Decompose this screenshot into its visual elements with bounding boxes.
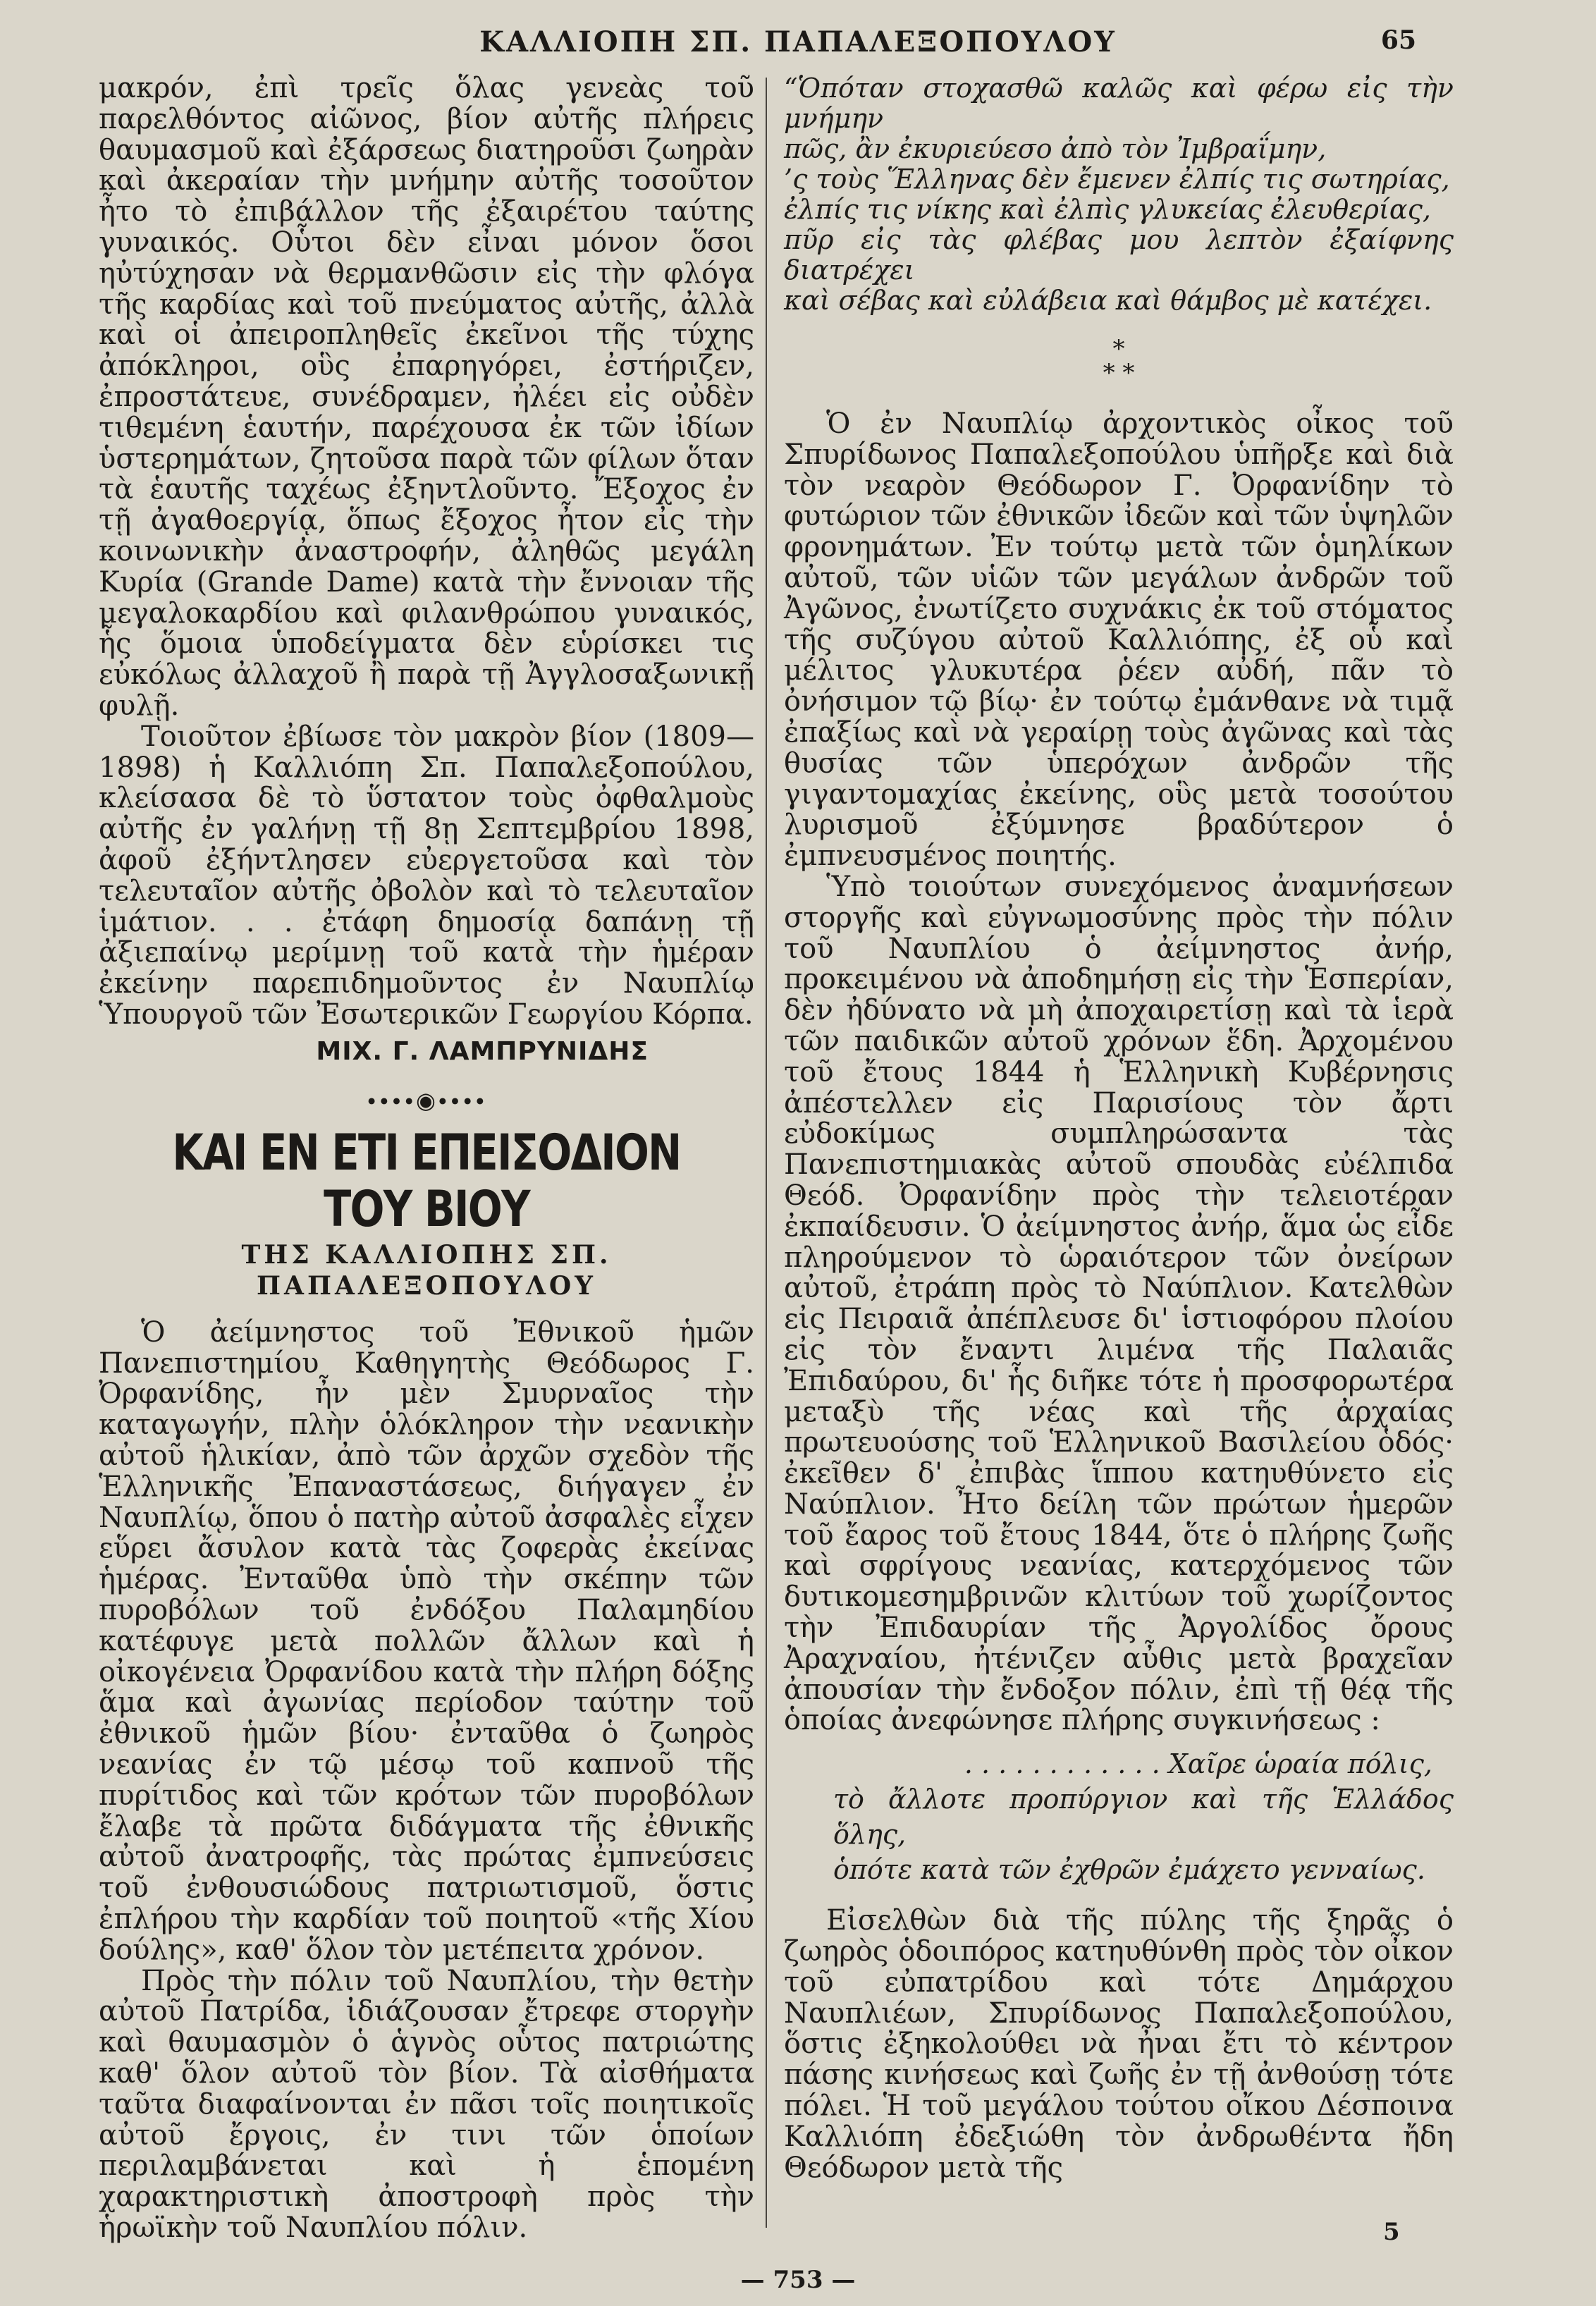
section-break — [784, 337, 1454, 385]
page-number: 65 — [1380, 25, 1416, 55]
asterisk-top: * — [1112, 335, 1125, 363]
verse-line: . . . . . . . . . . . . Χαῖρε ὡραία πόλις, — [964, 1748, 1432, 1780]
left-column — [99, 73, 754, 2244]
poem-line: ’ς τοὺς Ἕλληνας δὲν ἔμενεν ἐλπίς τις σωτηρίας, — [784, 164, 1450, 195]
article-paragraph: Πρὸς τὴν πόλιν τοῦ Ναυπλίου, τὴν θετὴν αὐτοῦ Πατρίδα, ἰδιάζουσαν ἔτρεφε στοργὴν καὶ θαυμασμὸν ὁ ἁγνὸς οὗτος πατριώτης καθ' ὅλον αὐτοῦ τὸν βίον. Τὰ αἰσθήματα ταῦτα διαφαίνονται ἐν πᾶσι τοῖς ποιητικοῖς αὐτοῦ ἔργοις, ἐν τινι τῶν ὁποίων περιλαμβάνεται καὶ ἡ ἑπομένη χαρακτηριστικὴ ἀποστροφὴ πρὸς τὴν ἡρωϊκὴν τοῦ Ναυπλίου πόλιν. — [99, 1964, 754, 2244]
signature-mark: 5 — [1383, 2218, 1400, 2246]
ornament-divider: ∙∙∙∙◉∙∙∙∙ — [366, 1086, 487, 1114]
verse-line: ὁπότε κατὰ τῶν ἐχθρῶν ἐμάχετο γενναίως. — [833, 1854, 1425, 1886]
obituary-paragraph: Τοιοῦτον ἐβίωσε τὸν μακρὸν βίον (1809—1898) ἡ Καλλιόπη Σπ. Παπαλεξοπούλου, κλείσασα δὲ τὸ ὕστατον τοὺς ὀφθαλμοὺς αὐτῆς ἐν γαλήνῃ τῇ 8ῃ Σεπτεμβρίου 1898, ἀφοῦ ἐξήντλησεν εὐεργετοῦσα καὶ τὸν τελευταῖον αὐτῆς ὀβολὸν καὶ τὸ τελευταῖον ἱμάτιον. . . ἐτάφη δημοσίᾳ δαπάνῃ τῇ ἀξιεπαίνῳ μερίμνῃ τοῦ κατὰ τὴν ἡμέραν ἐκείνην παρεπιδημοῦντος ἐν Ναυπλίῳ Ὑπουργοῦ τῶν Ἐσωτερικῶν Γεωργίου Κόρπα. — [99, 720, 754, 1031]
article-subtitle: ΤΗΣ ΚΑΛΛΙΟΠΗΣ ΣΠ. ΠΑΠΑΛΕΞΟΠΟΥΛΟΥ — [241, 1240, 612, 1301]
body-paragraph: Εἰσελθὼν διὰ τῆς πύλης τῆς ξηρᾶς ὁ ζωηρὸς ὁδοιπόρος κατηυθύνθη πρὸς τὸν οἶκον τοῦ εὐπατρίδου καὶ τότε Δημάρχου Ναυπλιέων, Σπυρίδωνος Παπαλεξοπούλου, ὅστις ἐξηκολούθει νὰ ἦναι ἔτι τὸ κέντρον πάσης κινήσεως καὶ ζωῆς ἐν τῇ ἀνθούσῃ τότε πόλει. Ἡ τοῦ μεγάλου τούτου οἴκου Δέσποινα Καλλιόπη ἐδεξιώθη τὸν ἀνδρωθέντα ἤδη Θεόδωρον μετὰ τῆς — [784, 1904, 1454, 2184]
author-signature: ΜΙΧ. Γ. ΛΑΜΠΡΥΝΙΔΗΣ — [316, 1036, 649, 1066]
article-title: ΚΑΙ ΕΝ ΕΤΙ ΕΠΕΙΣΟΔΙΟΝ ΤΟΥ ΒΙΟΥ — [172, 1124, 681, 1239]
poem-line: πῶς, ἂν ἐκυριεύεσο ἀπὸ τὸν Ἰμβραΐμην, — [784, 133, 1327, 164]
quoted-verse — [833, 1746, 1454, 1887]
poem-line: πῦρ εἰς τὰς φλέβας μου λεπτὸν ἐξαίφνης διατρέχει — [784, 224, 1454, 286]
poem-line: ἐλπίς τις νίκης καὶ ἐλπὶς γλυκείας ἐλευθερίας, — [784, 194, 1431, 225]
asterisk-bottom: * * — [1103, 359, 1135, 387]
running-header: ΚΑΛΛΙΟΠΗ ΣΠ. ΠΑΠΑΛΕΞΟΠΟΥΛΟΥ — [479, 25, 1117, 59]
footer-page-number: — 753 — — [740, 2266, 856, 2294]
body-paragraph: Ὁ ἐν Ναυπλίῳ ἀρχοντικὸς οἶκος τοῦ Σπυρίδωνος Παπαλεξοπούλου ὑπῆρξε καὶ διὰ τὸν νεαρὸν Θεόδωρον Γ. Ὀρφανίδην τὸ φυτώριον τῶν ἐθνικῶν ἰδεῶν καὶ τῶν ὑψηλῶν φρονημάτων. Ἐν τούτῳ μετὰ τῶν ὁμηλίκων αὐτοῦ, τῶν υἱῶν τῶν μεγάλων ἀνδρῶν τοῦ Ἀγῶνος, ἐνωτίζετο συχνάκις ἐκ τοῦ στόματος τῆς συζύγου αὐτοῦ Καλλιόπης, ἐξ οὗ καὶ μέλιτος γλυκυτέρα ῥέεν αὐδή, πᾶν τὸ ὀνήσιμον τῷ βίῳ· ἐν τούτῳ ἐμάνθανε νὰ τιμᾷ ἐπαξίως καὶ νὰ γεραίρῃ τοὺς ἀγῶνας καὶ τὰς θυσίας τῶν ὑπερόχων ἀνδρῶν τῆς γιγαντομαχίας ἐκείνης, οὓς μετὰ τοσούτου λυρισμοῦ ἐξύμνησε βραδύτερον ὁ ἐμπνευσμένος ποιητής. — [784, 407, 1454, 873]
body-paragraph: Ὑπὸ τοιούτων συνεχόμενος ἀναμνήσεων στοργῆς καὶ εὐγνωμοσύνης πρὸς τὴν πόλιν τοῦ Ναυπλίου ὁ ἀείμνηστος ἀνήρ, προκειμένου νὰ ἀποδημήσῃ εἰς τὴν Ἑσπερίαν, δὲν ἠδύνατο νὰ μὴ ἀποχαιρετίσῃ καὶ τὰ ἱερὰ τῶν παιδικῶν αὐτοῦ χρόνων ἕδη. Ἀρχομένου τοῦ ἔτους 1844 ἡ Ἑλληνικὴ Κυβέρνησις ἀπέστελλεν εἰς Παρισίους τὸν ἄρτι εὐδοκίμως συμπληρώσαντα τὰς Πανεπιστημιακὰς αὐτοῦ σπουδὰς εὐέλπιδα Θεόδ. Ὀρφανίδην πρὸς τὴν τελειοτέραν ἐκπαίδευσιν. Ὁ ἀείμνηστος ἀνήρ, ἅμα ὡς εἶδε πληρούμενον τὸ ὡραιότερον τῶν ὀνείρων αὐτοῦ, ἐτράπη πρὸς τὸ Ναύπλιον. Κατελθὼν εἰς Πειραιᾶ ἀπέπλευσε δι' ἱστιοφόρου πλοίου εἰς τὸν ἔναντι λιμένα τῆς Παλαιᾶς Ἐπιδαύρου, δι' ἧς διῆκε τότε ἡ προσφορωτέρα μεταξὺ τῆς νέας καὶ τῆς ἀρχαίας πρωτευούσης τοῦ Ἑλληνικοῦ Βασιλείου ὁδός· ἐκεῖθεν δ' ἐπιβὰς ἵππου κατηυθύνετο εἰς Ναύπλιον. Ἦτο δείλη τῶν πρώτων ἡμερῶν τοῦ ἔαρος τοῦ ἔτους 1844, ὅτε ὁ πλήρης ζωῆς καὶ σφρίγους νεανίας, κατερχόμενος τῶν δυτικομεσημβρινῶν κλιτύων τοῦ χωρίζοντος τὴν Ἐπιδαυρίαν τῆς Ἀργολίδος ὄρους Ἀραχναίου, ἠτένιζεν αὖθις μετὰ βραχεῖαν ἀπουσίαν τὴν ἔνδοξον πόλιν, ἐπὶ τῇ θέᾳ τῆς ὁποίας ἀνεφώνησε πλήρης συγκινήσεως : — [784, 870, 1454, 1737]
poem-line: καὶ σέβας καὶ εὐλάβεια καὶ θάμβος μὲ κατέχει. — [784, 285, 1432, 316]
right-column — [784, 73, 1454, 2183]
column-rule — [766, 78, 767, 2228]
poem-line: “Ὁπόταν στοχασθῶ καλῶς καὶ φέρω εἰς τὴν μνήμην — [784, 73, 1454, 134]
verse-line: τὸ ἄλλοτε προπύργιον καὶ τῆς Ἑλλάδος ὅλης, — [833, 1784, 1454, 1851]
obituary-paragraph: μακρόν, ἐπὶ τρεῖς ὅλας γενεὰς τοῦ παρελθόντος αἰῶνος, βίον αὐτῆς πλήρεις θαυμασμοῦ καὶ ἐξάρσεως διατηροῦσι ζωηρὰν καὶ ἀκεραίαν τὴν μνήμην αὐτῆς τοσοῦτον ἦτο τὸ ἐπιβάλλον τῆς ἐξαιρέτου ταύτης γυναικός. Οὗτοι δὲν εἶναι μόνον ὅσοι ηὐτύχησαν νὰ θερμανθῶσιν εἰς τὴν φλόγα τῆς καρδίας καὶ τοῦ πνεύματος αὐτῆς, ἀλλὰ καὶ οἱ ἀπειροπληθεῖς ἐκεῖνοι τῆς τύχης ἀπόκληροι, οὓς ἐπαρηγόρει, ἐστήριζεν, ἐπροστάτευε, συνέδραμεν, ἠλέει εἰς οὐδὲν τιθεμένη ἑαυτήν, παρέχουσα ἐκ τῶν ἰδίων ὑστερημάτων, ζητοῦσα παρὰ τῶν φίλων ὅταν τὰ ἑαυτῆς ταχέως ἐξηντλοῦντο. Ἔξοχος ἐν τῇ ἀγαθοεργίᾳ, ὅπως ἔξοχος ἦτον εἰς τὴν κοινωνικὴν ἀναστροφήν, ἀληθῶς μεγάλη Κυρία (Grande Dame) κατὰ τὴν ἔννοιαν τῆς μεγαλοκαρδίου καὶ φιλανθρώπου γυναικός, ἧς ὅμοια ὑποδείγματα δὲν εὑρίσκει τις εὐκόλως ἀλλαχοῦ ἢ παρὰ τῇ Ἀγγλοσαξωνικῇ φυλῇ. — [99, 72, 754, 722]
article-paragraph: Ὁ ἀείμνηστος τοῦ Ἐθνικοῦ ἡμῶν Πανεπιστημίου Καθηγητὴς Θεόδωρος Γ. Ὀρφανίδης, ἦν μὲν Σμυρναῖος τὴν καταγωγήν, πλὴν ὁλόκληρον τὴν νεανικὴν αὐτοῦ ἡλικίαν, ἀπὸ τῶν ἀρχῶν σχεδὸν τῆς Ἑλληνικῆς Ἐπαναστάσεως, διήγαγεν ἐν Ναυπλίῳ, ὅπου ὁ πατὴρ αὐτοῦ ἀσφαλὲς εἶχεν εὕρει ἄσυλον κατὰ τὰς ζοφερὰς ἐκείνας ἡμέρας. Ἐνταῦθα ὑπὸ τὴν σκέπην τῶν πυροβόλων τοῦ ἐνδόξου Παλαμηδίου κατέφυγε μετὰ πολλῶν ἄλλων καὶ ἡ οἰκογένεια Ὀρφανίδου κατὰ τὴν πλήρη δόξης ἅμα καὶ ἀγωνίας περίοδον ταύτην τοῦ ἐθνικοῦ ἡμῶν βίου· ἐνταῦθα ὁ ζωηρὸς νεανίας ἐν τῷ μέσῳ τοῦ καπνοῦ τῆς πυρίτιδος καὶ τῶν κρότων τῶν πυροβόλων ἔλαβε τὰ πρῶτα διδάγματα τῆς ἐθνικῆς αὐτοῦ ἀνατροφῆς, τὰς πρώτας ἐμπνεύσεις τοῦ ἐνθουσιώδους πατριωτισμοῦ, ὅστις ἐπλήρου τὴν καρδίαν τοῦ ποιητοῦ «τῆς Χίου δούλης», καθ' ὅλον τὸν μετέπειτα χρόνον. — [99, 1315, 754, 1966]
quoted-poem — [784, 73, 1454, 316]
